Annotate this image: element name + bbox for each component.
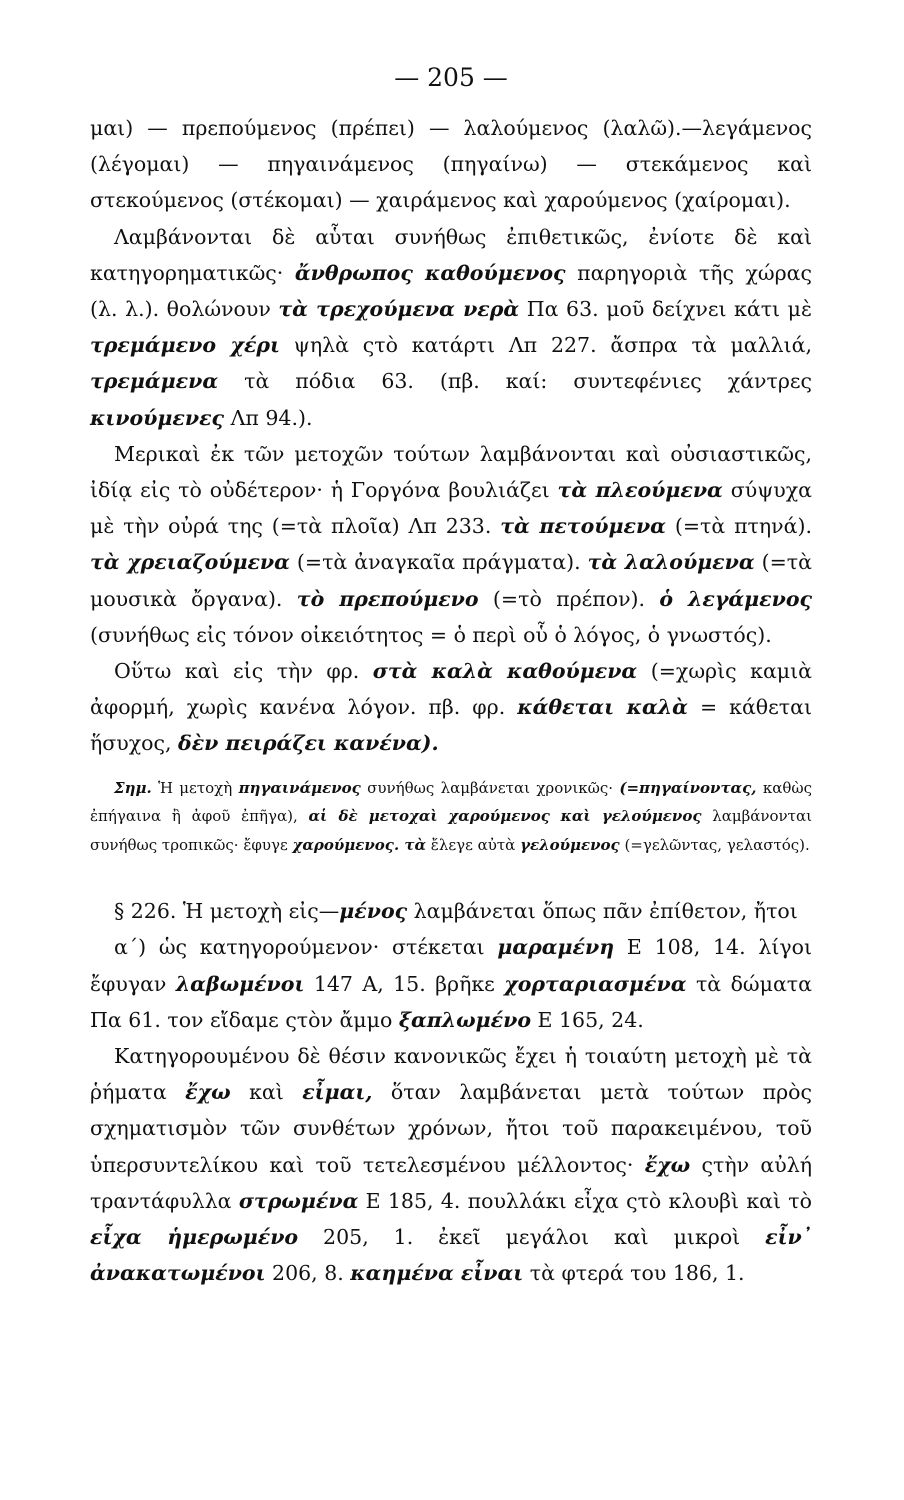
example-emphasis: τὰ πετούμενα (500, 514, 666, 539)
text (550, 807, 561, 825)
text: (=τὰ ἀναγκαῖα πράγματα). (289, 550, 588, 575)
text: Οὕτω καὶ εἰς τὴν φρ. (114, 659, 373, 684)
text: τὰ δώματα Πα 61. τον εἴδαμε ςτὸν ἄμμο (90, 971, 812, 1032)
example-emphasis: πηγαινάμενος (238, 778, 361, 797)
paragraph-adjectival-use (90, 219, 812, 436)
text: συνήθως λαμβάνεται χρονικῶς· (360, 778, 620, 797)
example-emphasis: καημένα εἶναι (350, 1261, 524, 1286)
paragraph-substantival-use (90, 436, 812, 653)
text: καὶ (230, 1080, 303, 1105)
example-emphasis: χορταριασμένα (504, 971, 687, 996)
page (90, 58, 812, 1291)
text: Μερικαὶ ἐκ τῶν μετοχῶν τούτων λαμβάνονται καὶ οὐσιαστικῶς, ἰδίᾳ εἰς τὸ οὐδέτερον· ἡ Γοργόνα βουλιάζει (90, 441, 812, 503)
text: ἔλεγε αὐτὰ (426, 835, 521, 854)
example-emphasis: καὶ γελούμενος (560, 807, 702, 826)
example-emphasis: μένος (339, 899, 408, 924)
paragraph-phrases (90, 653, 812, 762)
text: = κάθεται ἥσυχος, (90, 695, 812, 756)
example-emphasis: λαβωμένοι (175, 971, 305, 996)
example-emphasis: αἱ δὲ μετοχαὶ (308, 807, 438, 826)
example-emphasis: ἔχω (644, 1152, 691, 1177)
text: λαμβάνεται ὅπως πᾶν ἐπίθετον, ἤτοι (407, 899, 798, 924)
example-emphasis: τὰ πλεούμενα (557, 478, 723, 503)
text: ὅταν λαμβάνεται μετὰ τούτων πρὸς σχηματισμὸν τῶν συνθέτων χρόνων, ἤτοι τοῦ παρακειμένου, τοῦ ὑπερσυντελίκου καὶ τοῦ τετελεσμένου μέλλοντος· (90, 1080, 812, 1177)
example-emphasis: ἔχω (185, 1080, 231, 1105)
text: Πα 63. μοῦ δείχνει κάτι μὲ (519, 297, 812, 322)
text: Ε 165, 24. (531, 1007, 644, 1032)
text: καθὼς ἐπήγαινα ἢ ἀφοῦ ἐπῆγα), (90, 778, 812, 826)
text (438, 807, 449, 825)
text: (συνήθως εἰς τόνον οἰκειότητος = ὁ περὶ οὗ ὁ λόγος, ὁ γνωστός). (90, 622, 772, 647)
paragraph-predicative (90, 929, 812, 1038)
text: Λαμβάνονται δὲ αὗται συνήθως ἐπιθετικῶς, ἐνίοτε δὲ καὶ κατηγορηματικῶς· (90, 224, 812, 285)
text: α΄) ὡς κατηγορούμενον· στέκεται (114, 935, 498, 960)
text: μαι) — πρεπούμενος (πρέπει) — λαλούμενος (λαλῶ).—λεγάμενος (λέγομαι) — πηγαινάμενος (πηγαίνω) — στεκάμενος καὶ στεκούμενος (στέκομαι) — χαιράμενος καὶ χαρούμενος (χαίρομαι). (90, 116, 812, 213)
text: 205, 1. ἐκεῖ μεγάλοι καὶ μικροὶ (298, 1224, 766, 1249)
text: 206, 8. (265, 1261, 351, 1286)
example-emphasis: τὰ χρειαζούμενα (90, 550, 290, 575)
example-emphasis: κινούμενες (90, 405, 225, 430)
example-emphasis: χαρούμενος (448, 807, 550, 826)
paragraph-participle-examples (90, 110, 812, 219)
example-emphasis: εἶν᾽ ἀνακατωμένοι (90, 1224, 813, 1286)
text: παρηγοριὰ τῆς χώρας (λ. λ.). θολώνουν (90, 260, 812, 322)
example-emphasis: τὰ λαλούμενα (587, 550, 755, 575)
example-emphasis: ἄνθρωπος καθούμενος (294, 260, 566, 285)
page-number: — 205 — (394, 63, 508, 92)
text: ςτὴν αὐλή τραντάφυλλα (90, 1152, 812, 1213)
example-emphasis: τρεμάμενο χέρι (90, 333, 280, 358)
example-emphasis: (=πηγαίνοντας, (619, 778, 757, 797)
text: (=χωρὶς καμιὰ ἀφορμή, χωρὶς κανένα λόγον. πβ. φρ. (90, 659, 812, 720)
text: Κατηγορουμένου δὲ θέσιν κανονικῶς ἔχει ἡ τοιαύτη μετοχὴ μὲ τὰ ῥήματα (90, 1043, 812, 1105)
example-emphasis: στρωμένα (238, 1188, 359, 1213)
footnote-note (90, 774, 812, 860)
paragraph-compound-tenses (90, 1038, 812, 1291)
example-emphasis: δὲν πειράζει κανένα). (178, 731, 439, 756)
text: Ε 185, 4. πουλλάκι εἶχα ςτὸ κλουβὶ καὶ τὸ (358, 1188, 812, 1213)
text: (=τὰ πτηνά). (665, 514, 812, 539)
text: (=γελῶντας, γελαστός). (619, 835, 810, 854)
text: 147 Α, 15. βρῆκε (304, 971, 505, 996)
text: § 226. Ἡ μετοχὴ εἰς— (114, 899, 340, 924)
example-emphasis: ὁ λεγάμενος (659, 586, 812, 611)
text: τὰ φτερά του 186, 1. (523, 1261, 745, 1286)
text: τὰ πόδια 63. (πβ. καί: συντεφένιες χάντρες (218, 369, 812, 394)
text: Ἡ μετοχὴ (151, 778, 239, 797)
text: (=τὸ πρέπον). (478, 586, 660, 611)
example-emphasis: τὸ πρεπούμενο (296, 586, 479, 611)
section-226-heading (90, 893, 812, 929)
text: ψηλὰ ςτὸ κατάρτι Λπ 227. ἄσπρα τὰ μαλλιά, (279, 333, 812, 358)
text: (=τὰ μουσικὰ ὄργανα). (90, 550, 812, 611)
example-emphasis: γελούμενος (520, 835, 620, 854)
example-emphasis: εἶμαι, (302, 1080, 373, 1105)
text: Λπ 94.). (224, 405, 313, 430)
example-emphasis: χαρούμενος. τὰ (292, 835, 427, 854)
example-emphasis: εἶχα ἡμερωμένο (90, 1224, 299, 1249)
example-emphasis: στὰ καλὰ καθούμενα (372, 659, 638, 684)
example-emphasis: κάθεται καλὰ (517, 695, 688, 720)
example-emphasis: τὰ τρεχούμενα νερὰ (278, 297, 520, 322)
note-label: Σημ. (114, 778, 152, 797)
text: Ε 108, 14. λίγοι ἔφυγαν (90, 935, 812, 996)
example-emphasis: μαραμένη (497, 935, 615, 960)
text: σύψυχα μὲ τὴν οὐρά της (=τὰ πλοῖα) Λπ 233. (90, 478, 812, 539)
example-emphasis: τρεμάμενα (90, 369, 219, 394)
text: λαμβάνονται συνήθως τροπικῶς· ἔφυγε (90, 807, 812, 854)
example-emphasis: ξαπλωμένο (398, 1007, 531, 1032)
